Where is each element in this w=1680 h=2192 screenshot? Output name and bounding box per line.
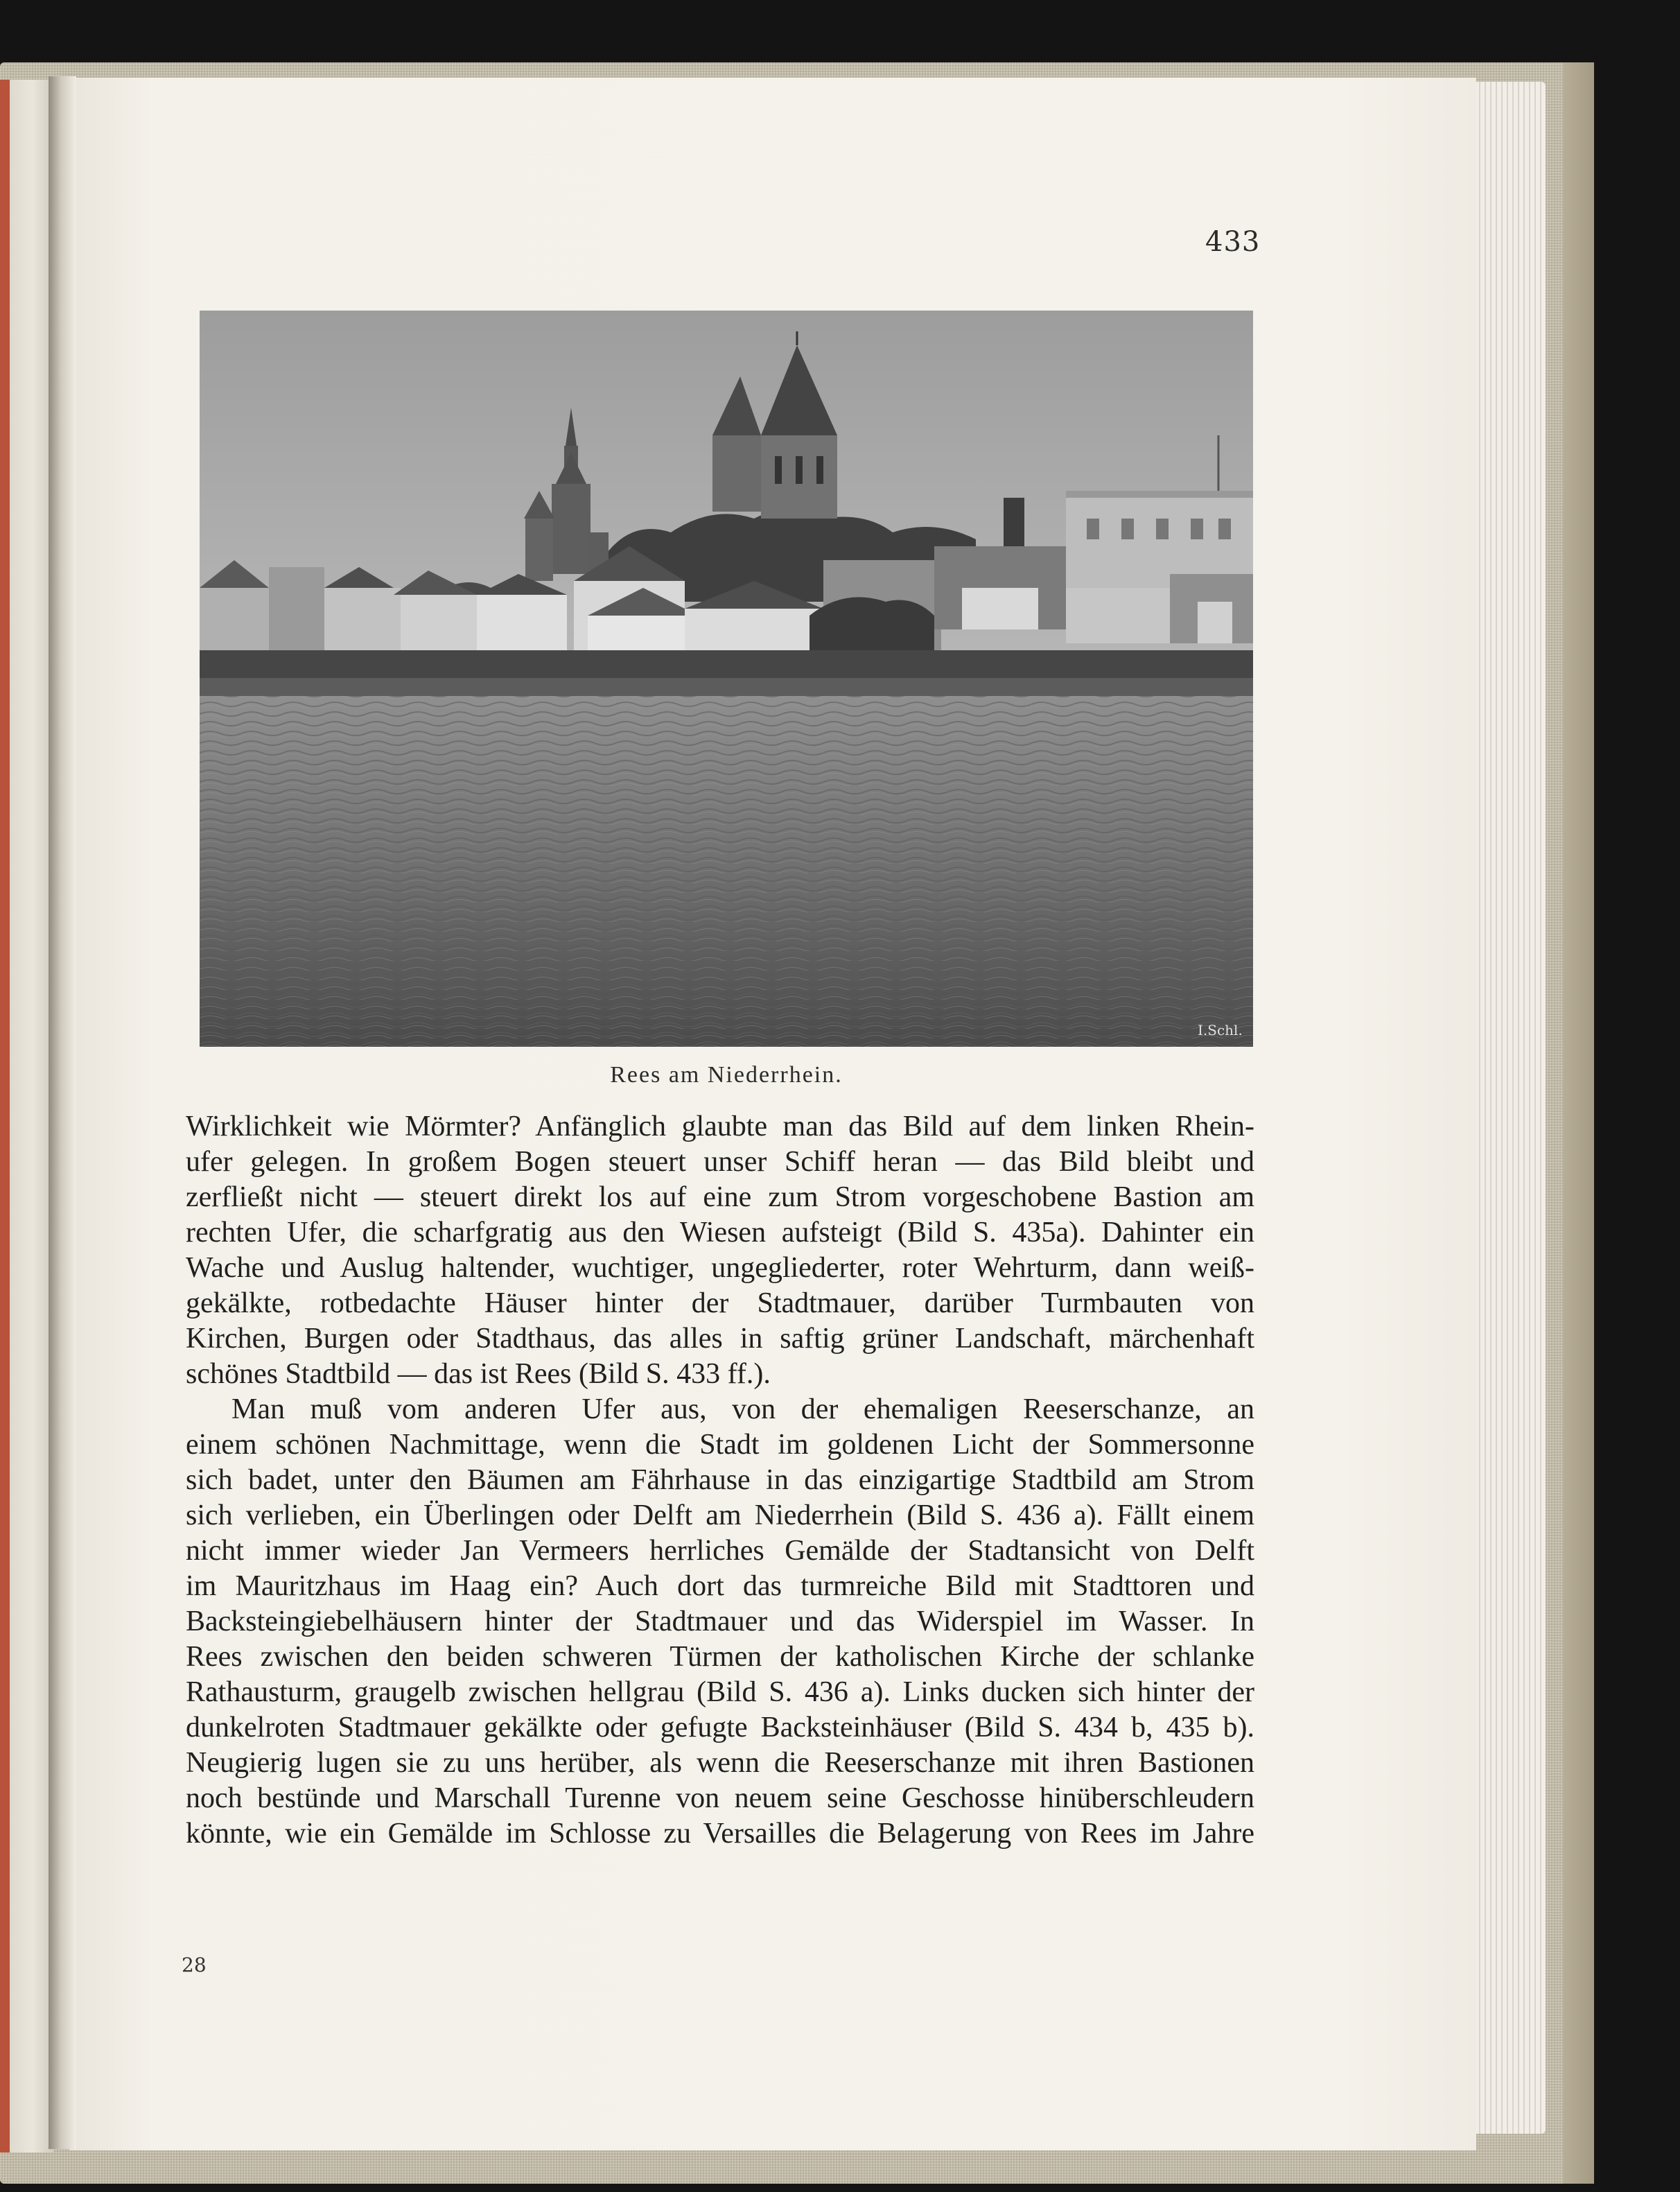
page-number: 433: [1205, 226, 1261, 258]
text-line: im Mauritzhaus im Haag ein? Auch dort das turmreiche Bild mit Stadttoren und: [186, 1570, 1254, 1602]
text-line: sich badet, unter den Bäumen am Fährhause in das einzigartige Stadtbild am Strom: [186, 1464, 1254, 1496]
text-line: Rees zwischen den beiden schweren Türmen der katholischen Kirche der schlanke: [186, 1641, 1254, 1673]
text-line: gekälkte, rotbedachte Häuser hinter der Stadtmauer, darüber Turmbauten von: [186, 1287, 1254, 1319]
photo-rees-riverfront: [200, 311, 1253, 1047]
text-line: könnte, wie ein Gemälde im Schlosse zu Versailles die Belagerung von Rees im Jahre: [186, 1818, 1254, 1850]
signature-mark: 28: [182, 1954, 207, 1976]
photographer-mark: I.Schl.: [1198, 1022, 1243, 1038]
cover-edge: [1563, 62, 1594, 2184]
text-line: ufer gelegen. In großem Bogen steuert unser Schiff heran — das Bild bleibt und: [186, 1146, 1254, 1178]
text-line: einem schönen Nachmittage, wenn die Stadt im goldenen Licht der Sommersonne: [186, 1429, 1254, 1461]
figure-caption: Rees am Niederrhein.: [610, 1062, 843, 1088]
text-line: Wirklichkeit wie Mörmter? Anfänglich glaubte man das Bild auf dem linken Rhein-: [186, 1111, 1254, 1142]
body-text: [186, 1109, 1254, 1852]
text-line: Backsteingiebelhäusern hinter der Stadtmauer und das Widerspiel im Wasser. In: [186, 1606, 1254, 1637]
text-line: noch bestünde und Marschall Turenne von neuem seine Geschosse hinüberschleudern: [186, 1782, 1254, 1814]
text-line: Rathausturm, graugelb zwischen hellgrau (Bild S. 436 a). Links ducken sich hinter der: [186, 1676, 1254, 1708]
left-page-red-edge: [0, 80, 10, 2152]
text-line: dunkelroten Stadtmauer gekälkte oder gefugte Backsteinhäuser (Bild S. 434 b, 435 b).: [186, 1712, 1254, 1743]
text-line: sich verlieben, ein Überlingen oder Delft am Niederrhein (Bild S. 436 a). Fällt einem: [186, 1499, 1254, 1531]
book-gutter: [49, 76, 76, 2149]
text-line: rechten Ufer, die scharfgratig aus den Wiesen aufsteigt (Bild S. 435a). Dahinter ein: [186, 1217, 1254, 1249]
page-block-edges: [1469, 82, 1546, 2134]
text-line: Man muß vom anderen Ufer aus, von der ehemaligen Reeserschanze, an: [231, 1393, 1254, 1425]
text-line: Kirchen, Burgen oder Stadthaus, das alles in saftig grüner Landschaft, märchenhaft: [186, 1323, 1254, 1355]
text-line: Wache und Auslug haltender, wuchtiger, ungegliederter, roter Wehrturm, dann weiß-: [186, 1252, 1254, 1284]
text-line: nicht immer wieder Jan Vermeers herrliches Gemälde der Stadtansicht von Delft: [186, 1535, 1254, 1567]
text-line: zerfließt nicht — steuert direkt los auf eine zum Strom vorgeschobene Bastion am: [186, 1181, 1254, 1213]
text-line: schönes Stadtbild — das ist Rees (Bild S. 433 ff.).: [186, 1358, 771, 1390]
text-line: Neugierig lugen sie zu uns herüber, als wenn die Reeserschanze mit ihren Bastionen: [186, 1747, 1254, 1779]
